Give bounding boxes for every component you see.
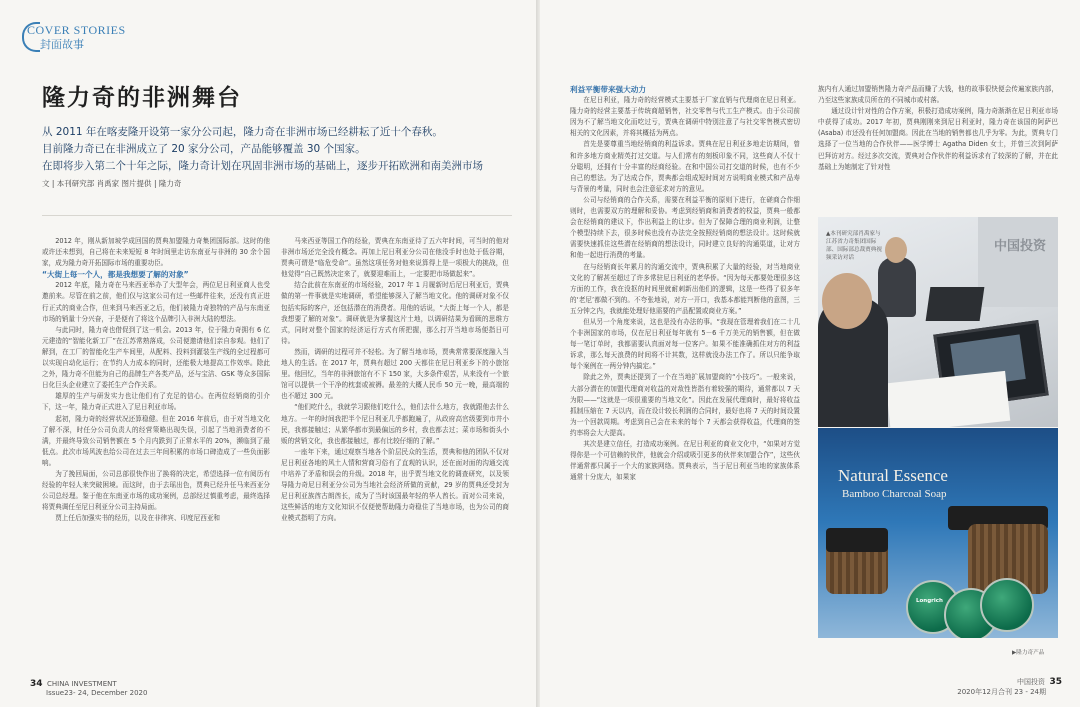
- byline: 文 | 本刊研究部 肖禹家 图片提供 | 隆力奇: [42, 179, 182, 188]
- product-brand-subtitle: Bamboo Charcoal Soap: [842, 488, 947, 500]
- article-title: 隆力奇的非洲舞台: [42, 84, 242, 111]
- right-column-1: [570, 84, 800, 669]
- issue-info-cn: 2020年12月合刊 23 - 24期: [957, 688, 1046, 696]
- paragraph: 族内有人通过加盟销售隆力奇产品而赚了大钱，他的故事很快便会传遍家族内部，乃至这些家族成员所在的不同城市或村落。: [818, 85, 1058, 105]
- section-label-cn: 封面故事: [40, 38, 84, 51]
- paragraph: 公司与经销商的合作关系，需要在利益平衡的原则下进行，在磋商合作细则时，也需要双方的理解和妥协。考虑到经销商和消费者的权益，贾典一般都会在经销商的建议下，作出利益上的让步。但为了保障合理的商业利润，让整个模型持续下去，很多时候也没有办法完全按照经销商的想法设计。这时候就需要快速抓住这些潜在经销商的想法设计，同时建立良好的沟通渠道，让对方和他一起进行消费的考量。: [570, 195, 800, 260]
- photo-caption-2: ▶隆力奇产品: [1012, 650, 1045, 656]
- photo-caption-1: ▲本刊研究部肖禹家与江苏省力奇集团国际部、国际部总裁贾典视频采访对话: [826, 231, 882, 261]
- paragraph: 结合此前在东南亚的市场经验，2017 年 1 月履新时后尼日利亚后，贾典做的第一件事就是实地调研，希望能够深入了解当地文化。他的调研对象不仅包括实际的客户，还包括潜在的消费者。用他的话说，“大街上每一个人，都是我想要了解的对象”。调研就是为掌握这片土地，以调研结果为看顾的思维方式，同时对整个国家的经济运行方式有所把握，那么打开当地市场便指日可待。: [281, 281, 509, 345]
- paragraph: 雄厚的生产与研发实力也让他们有了充足的信心。在两位经销商的引介下，这一年，隆力奇正式进入了尼日利亚市场。: [42, 392, 270, 412]
- paragraph: 在与经销商长年累月的沟通交流中，贾典积累了大量的经验，对当地商业文化的了解甚至超过了许多常驻尼日利亚的老华侨。“因为每天都要处理很多这方面的工作，我在没抠的时间里就耐刺新出他们的逻辑，这是一些得了很多年的‘老尼’都做不到的。不夸张地说，对方一开口，我基本都能判断他的意图，三五分钟之内，我就能处理好他需要的产品配置或商业方案。”: [570, 262, 800, 315]
- page-number-right: 35: [1049, 677, 1062, 687]
- paragraph: 通过设计针对性的合作方案，积极打造成功案例，隆力奇渐渐在尼日利亚市场中获得了成功。2017 年初，贾典刚刚来到尼日利亚时，隆力奇在该国的阿萨巴 (Asaba) 市还没有任何加盟商。因此在当地的销售都也几乎为零。为此，贾典专门选择了一位当地的合作伙伴——医学博士 Agatha Diden 女士，并曾三次到阿萨巴拜访对方。经过多次交流，贾典对合作伙伴的利益诉求有了较深的了解，并在此基础上为她制定了针对性: [818, 107, 1058, 171]
- left-column-2: [281, 236, 509, 668]
- paragraph: 起初，隆力奇的经营状况还算稳健。但在 2016 年前后，由于对当地文化了解不深，时任分公司负责人的经营策略出现失误，引起了当地消费者的不满，并最终导致公司销售额在 5 个月内跌到了正常水平的 20%，濒临到了最低点。此次市场风波也给公司在过去三年间积累的市场口碑造成了一些负面影响。: [42, 414, 270, 467]
- magazine-name-en: CHINA INVESTMENT: [46, 680, 117, 688]
- left-footer: [30, 679, 147, 697]
- issue-info-en: Issue23- 24, December 2020: [46, 689, 148, 697]
- right-footer: [957, 677, 1062, 697]
- paragraph: 然而，调研的过程可并不轻松。为了解当地市场，贾典常常要深度融入当地人的生活。在 2017 年，贾典有超过 200 天都住在尼日利亚乡下的小旅馆里。他回忆，当年的非洲旅馆有不下 150 家，大多条件艰苦，从来没有一个旅馆可以提供一个干净的枕套或被褥。最差的大概人民币 50 元一晚，最高端的也不超过 300 元。: [281, 347, 509, 401]
- lead-line-3: 在即将步入第二个十年之际，隆力奇计划在巩固非洲市场的基础上，逐步开拓欧洲和南美洲市场: [42, 160, 483, 172]
- paragraph: 马来西亚等国工作的经验，贾典在东南亚待了五六年时间，可当时的他对非洲市场还完全没有概念。再加上尼日利亚分公司在他没手时也处于低谷期，贾典可谓是“临危受命”。虽然这项任务对他来说算得上是一项极大的挑战，但他觉得“自己既然决定来了，就要迎难而上，一定要把市场做起来”。: [281, 237, 509, 279]
- page-number-left: 34: [30, 679, 43, 689]
- subheading: 利益平衡带来强大动力: [570, 85, 646, 94]
- sign-text: 中国投资: [994, 239, 1047, 254]
- paragraph: 首先是要尊重当地经销商的利益诉求。贾典在尼日利亚多地走访期间，曾和许多地方商业精英打过交道。与人们常有的刻板印象不同，这些商人不仅十分聪明，还拥有十分丰富的经商经验。在和中国公司打交道的时候，也有不少自己的想法。为了达成合作，贾典都会组成短时间对方说明商业模式和产品寿与背景的考量，同时也会注意征求对方的意见。: [570, 140, 800, 193]
- soap-tin: [980, 578, 1034, 632]
- right-column-2: [818, 84, 1058, 212]
- lead-line-2: 目前隆力奇已在非洲成立了 20 家分公司，产品能够覆盖 30 个国家。: [42, 143, 366, 155]
- tin-label: Longrich: [916, 598, 943, 604]
- subheading: “大街上每一个人，都是我想要了解的对象”: [42, 270, 189, 280]
- paragraph: 除此之外，贾典还提到了一个在当地扩展加盟商的“小技巧”。一般来说，大部分潜在的加盟代理商对收益的对敌性皆指有着较强的期待，通常都以 7 天为限——“这就是一项很重要的当地文化”。因此在发展代理商时，最好将收益抓制压缩在 7 天以内，而在设计较长利润的合同时，最好也将 7 天的时间设置为一个回款周期。考虑到自己会在未来的每个 7 天都会获得收益，代理商的签约率将会大大提高。: [570, 373, 800, 437]
- paragraph: 贾上任后加强实书的经历，以及在非律宾、印度尼西亚和: [55, 514, 221, 523]
- product-photo: [818, 428, 1058, 638]
- paragraph: 但从另一个角度来说，这也是没有办法的事。“我现在管理着我们在二十几个非洲国家的市场，仅在尼日利亚每年就有 5－6 千万美元的销售额，但在做每一笔订单时，我都需要认真面对每一位客户。如果不能准确抓住对方的利益诉求，那么每天浪费的时间将不计其数，这样就没办法工作了。所以只能争取每个案例在一两分钟内搞定。”: [570, 317, 800, 371]
- paragraph: 其次是建立信任，打造成功案例。在尼日利亚的商业文化中，“如果对方觉得你是一个可信赖的伙伴，他就会介绍或吸引更多的伙伴来加盟合作”，这些伙伴通常都只属于一个大的家族网络。贾典表示，当于尼日利亚当地的家族体系通常十分庞大，如果家: [570, 440, 800, 482]
- paragraph: 为了挽回局面，公司总部很快作出了换将的决定，希望选择一位有阅历有经验的年轻人来突破困境。而这时，由于去瑶出色，贾典已经升任马来西亚分公司总经理。鉴于他在东南亚市场的成功案例，总部经过慎重考虑，最终选择将贾典调任至尼日利亚分公司主持局面。: [42, 469, 270, 512]
- paragraph: 与此同时，隆力奇也借促到了这一机会。2013 年，位于隆力奇拥有 6 亿元建造的“智能化新工厂”在江苏常熟落成，公司便邀请他们亲自参观。他们了解到，在工厂的智能化生产车间里，从配料、投料到灌装生产线的全过程都可以实现自动化运行；在节约人力成本的同时，还能极大地提高工作效率。除此之外，隆力奇不但能为自己的品牌生产各类产品，还与宝洁、GSK 等众多国际日化巨头企业建立了委托生产合作关系。: [42, 325, 270, 390]
- paragraph: 2012 年底，隆力奇在马来西亚举办了大型年会，两位尼日利亚商人也受邀前来。尽管在前之前，他们仅与这家公司有过一些邮件往来，还没有真正进行正式的商业合作，但来到马来西亚之后，他们被隆力奇独特的产品与东南亚市场的销量十分兴奋，于是便有了将这个品牌引入非洲大陆的想法。: [42, 281, 270, 323]
- left-column-1: [42, 236, 270, 668]
- product-brand-title: Natural Essence: [838, 466, 948, 485]
- divider: [42, 215, 512, 216]
- lead-line-1: 从 2011 年在喀麦隆开设第一家分公司起，隆力奇在非洲市场已经耕耘了近十个春秋。: [42, 126, 443, 138]
- section-label-en: COVER STORIES: [27, 23, 126, 37]
- paragraph: 在尼日利亚，隆力奇的经营模式主要基于厂家直销与代理商在尼日利亚。隆力奇的经营主要基于传统商超销售，社交零售与代工生产模式。由于公司前因为不了解当地文化而吃过亏，贾典在调研中特别注意了与社交零售模式密切相关的文化因素，并将其概括为两点。: [570, 96, 800, 138]
- magazine-name-cn: 中国投资: [1017, 678, 1046, 686]
- paragraph: 一座年下来，通过观察当地各个阶层民众的生活，贾典和他的团队不仅对尼日利亚各地的风土人情和营商习俗有了直观的认识，还在面对面的沟通交流中培养了矛盾和误会的升级。2018 年，出乎贾当地文化的调查研究，以及领导隆力奇尼日利亚分公司为当地社会经济所做的贡献，29 岁的贾典还受封为尼日利亚族酋古朗酋长，成为了当时该国最年轻的华人酋长。而对公司来说，这些鲜活的地方文化知识不仅便使帮助隆力奇稳住了当地市场，也为公司的商业模式指明了方向。: [281, 447, 509, 523]
- paragraph: “他们吃什么，我就学习跟他们吃什么，他们去什么地方，我就跟他去什么地方。一年的时间我把半个尼日利亚几乎都跑遍了，从政府高官级要到市井小民，我都接触过；从繁华都市到最偏远的乡村，我也都去过；菜市场和街头小贩的营销文化，我也都接触过，都有比较仔细的了解。”: [281, 403, 509, 445]
- right-page: [540, 0, 1080, 707]
- paragraph: 2012 年，刚从新加坡学成回国的贾典加盟隆力奇集团国际部。这时的他或许还未想到，自己将在未来短短 8 年时间里走访东南亚与非洲的 30 余个国家，成为隆力奇开拓国际市场的重要功臣。: [42, 237, 270, 268]
